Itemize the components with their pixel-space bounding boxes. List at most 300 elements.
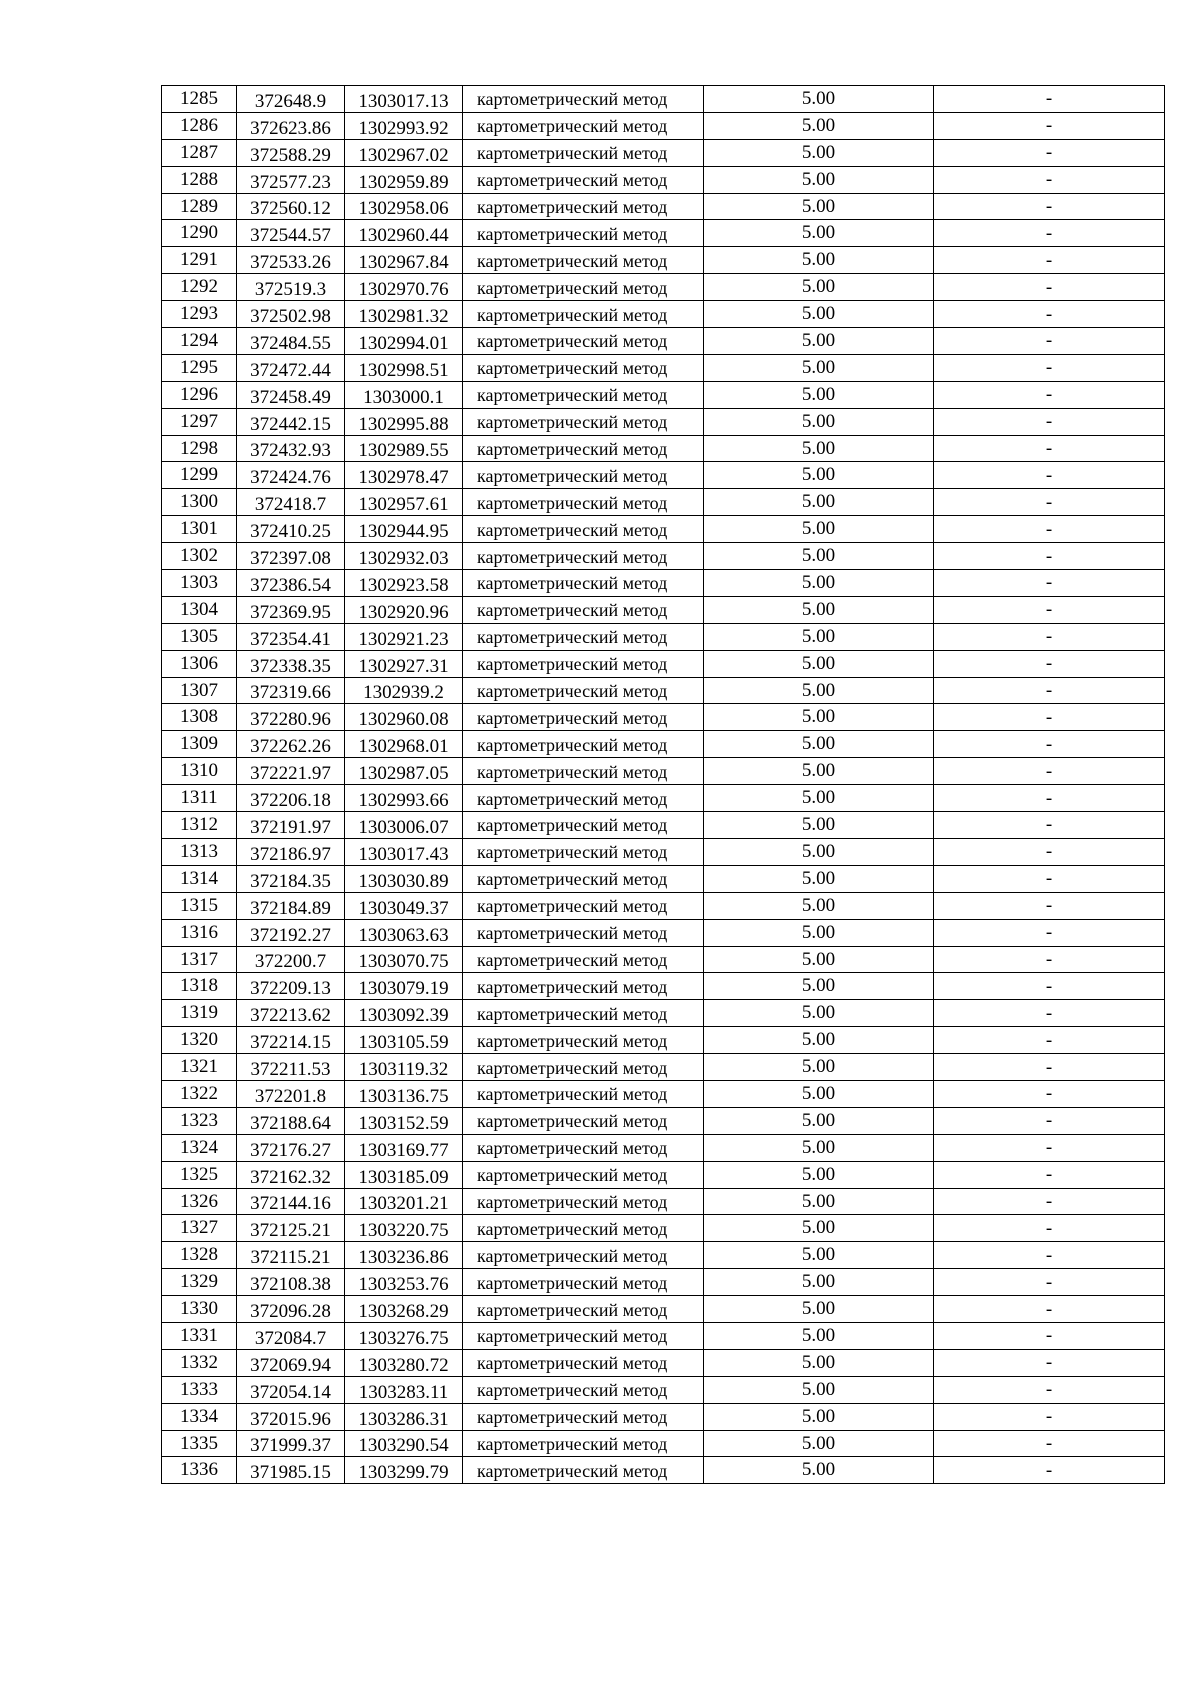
accuracy-cell: 5.00 (704, 381, 934, 408)
accuracy-cell: 5.00 (704, 435, 934, 462)
table-row (162, 1027, 1165, 1054)
x-coordinate-cell: 372015.96 (237, 1403, 345, 1430)
y-coordinate-cell: 1303136.75 (345, 1080, 463, 1107)
point-number-cell: 1320 (162, 1027, 237, 1054)
description-cell: - (934, 1269, 1165, 1296)
description-cell: - (934, 381, 1165, 408)
accuracy-cell: 5.00 (704, 946, 934, 973)
method-cell: картометрический метод (463, 1000, 704, 1027)
x-coordinate-cell: 372096.28 (237, 1296, 345, 1323)
method-cell: картометрический метод (463, 543, 704, 570)
y-coordinate-cell: 1303105.59 (345, 1027, 463, 1054)
x-coordinate-cell: 372424.76 (237, 462, 345, 489)
table-row (162, 543, 1165, 570)
point-number-cell: 1306 (162, 650, 237, 677)
accuracy-cell: 5.00 (704, 812, 934, 839)
x-coordinate-cell: 372200.7 (237, 946, 345, 973)
accuracy-cell: 5.00 (704, 543, 934, 570)
x-coordinate-cell: 372213.62 (237, 1000, 345, 1027)
x-coordinate-cell: 372354.41 (237, 623, 345, 650)
accuracy-cell: 5.00 (704, 1403, 934, 1430)
point-number-cell: 1315 (162, 892, 237, 919)
accuracy-cell: 5.00 (704, 112, 934, 139)
accuracy-cell: 5.00 (704, 1054, 934, 1081)
point-number-cell: 1327 (162, 1215, 237, 1242)
description-cell: - (934, 247, 1165, 274)
method-cell: картометрический метод (463, 1215, 704, 1242)
x-coordinate-cell: 372410.25 (237, 516, 345, 543)
method-cell: картометрический метод (463, 328, 704, 355)
description-cell: - (934, 274, 1165, 301)
y-coordinate-cell: 1303152.59 (345, 1107, 463, 1134)
point-number-cell: 1331 (162, 1322, 237, 1349)
y-coordinate-cell: 1303070.75 (345, 946, 463, 973)
point-number-cell: 1297 (162, 408, 237, 435)
accuracy-cell: 5.00 (704, 1107, 934, 1134)
point-number-cell: 1293 (162, 301, 237, 328)
x-coordinate-cell: 372115.21 (237, 1242, 345, 1269)
table-row (162, 1322, 1165, 1349)
method-cell: картометрический метод (463, 1322, 704, 1349)
point-number-cell: 1330 (162, 1296, 237, 1323)
x-coordinate-cell: 372211.53 (237, 1054, 345, 1081)
y-coordinate-cell: 1303236.86 (345, 1242, 463, 1269)
point-number-cell: 1335 (162, 1430, 237, 1457)
point-number-cell: 1333 (162, 1376, 237, 1403)
table-row (162, 650, 1165, 677)
description-cell: - (934, 301, 1165, 328)
description-cell: - (934, 1457, 1165, 1484)
method-cell: картометрический метод (463, 166, 704, 193)
x-coordinate-cell: 372418.7 (237, 489, 345, 516)
table-row (162, 812, 1165, 839)
y-coordinate-cell: 1302968.01 (345, 731, 463, 758)
table-row (162, 1107, 1165, 1134)
table-row (162, 193, 1165, 220)
method-cell: картометрический метод (463, 973, 704, 1000)
point-number-cell: 1311 (162, 785, 237, 812)
accuracy-cell: 5.00 (704, 274, 934, 301)
description-cell: - (934, 1296, 1165, 1323)
description-cell: - (934, 1080, 1165, 1107)
accuracy-cell: 5.00 (704, 1215, 934, 1242)
method-cell: картометрический метод (463, 946, 704, 973)
method-cell: картометрический метод (463, 274, 704, 301)
method-cell: картометрический метод (463, 381, 704, 408)
method-cell: картометрический метод (463, 462, 704, 489)
y-coordinate-cell: 1303268.29 (345, 1296, 463, 1323)
table-row (162, 973, 1165, 1000)
x-coordinate-cell: 372560.12 (237, 193, 345, 220)
accuracy-cell: 5.00 (704, 489, 934, 516)
y-coordinate-cell: 1302939.2 (345, 677, 463, 704)
x-coordinate-cell: 372502.98 (237, 301, 345, 328)
accuracy-cell: 5.00 (704, 86, 934, 113)
method-cell: картометрический метод (463, 247, 704, 274)
method-cell: картометрический метод (463, 1242, 704, 1269)
y-coordinate-cell: 1302995.88 (345, 408, 463, 435)
point-number-cell: 1319 (162, 1000, 237, 1027)
method-cell: картометрический метод (463, 408, 704, 435)
x-coordinate-cell: 372192.27 (237, 919, 345, 946)
y-coordinate-cell: 1303185.09 (345, 1161, 463, 1188)
description-cell: - (934, 543, 1165, 570)
x-coordinate-cell: 372162.32 (237, 1161, 345, 1188)
x-coordinate-cell: 372588.29 (237, 139, 345, 166)
x-coordinate-cell: 372262.26 (237, 731, 345, 758)
table-row (162, 86, 1165, 113)
description-cell: - (934, 462, 1165, 489)
method-cell: картометрический метод (463, 1027, 704, 1054)
method-cell: картометрический метод (463, 785, 704, 812)
x-coordinate-cell: 372209.13 (237, 973, 345, 1000)
point-number-cell: 1329 (162, 1269, 237, 1296)
x-coordinate-cell: 372442.15 (237, 408, 345, 435)
accuracy-cell: 5.00 (704, 596, 934, 623)
table-row (162, 354, 1165, 381)
table-row (162, 328, 1165, 355)
method-cell: картометрический метод (463, 301, 704, 328)
y-coordinate-cell: 1302927.31 (345, 650, 463, 677)
accuracy-cell: 5.00 (704, 919, 934, 946)
description-cell: - (934, 1242, 1165, 1269)
method-cell: картометрический метод (463, 139, 704, 166)
y-coordinate-cell: 1302932.03 (345, 543, 463, 570)
table-row (162, 166, 1165, 193)
point-number-cell: 1309 (162, 731, 237, 758)
accuracy-cell: 5.00 (704, 1188, 934, 1215)
y-coordinate-cell: 1302959.89 (345, 166, 463, 193)
method-cell: картометрический метод (463, 650, 704, 677)
x-coordinate-cell: 372338.35 (237, 650, 345, 677)
accuracy-cell: 5.00 (704, 758, 934, 785)
description-cell: - (934, 1376, 1165, 1403)
method-cell: картометрический метод (463, 435, 704, 462)
x-coordinate-cell: 371999.37 (237, 1430, 345, 1457)
y-coordinate-cell: 1302921.23 (345, 623, 463, 650)
description-cell: - (934, 193, 1165, 220)
x-coordinate-cell: 372544.57 (237, 220, 345, 247)
y-coordinate-cell: 1303030.89 (345, 865, 463, 892)
point-number-cell: 1313 (162, 838, 237, 865)
y-coordinate-cell: 1302987.05 (345, 758, 463, 785)
method-cell: картометрический метод (463, 1430, 704, 1457)
accuracy-cell: 5.00 (704, 1242, 934, 1269)
table-row (162, 220, 1165, 247)
point-number-cell: 1294 (162, 328, 237, 355)
method-cell: картометрический метод (463, 865, 704, 892)
description-cell: - (934, 623, 1165, 650)
table-row (162, 892, 1165, 919)
table-row (162, 489, 1165, 516)
accuracy-cell: 5.00 (704, 704, 934, 731)
x-coordinate-cell: 372084.7 (237, 1322, 345, 1349)
description-cell: - (934, 596, 1165, 623)
x-coordinate-cell: 372206.18 (237, 785, 345, 812)
description-cell: - (934, 812, 1165, 839)
y-coordinate-cell: 1303000.1 (345, 381, 463, 408)
point-number-cell: 1308 (162, 704, 237, 731)
description-cell: - (934, 516, 1165, 543)
table-row (162, 1296, 1165, 1323)
x-coordinate-cell: 372144.16 (237, 1188, 345, 1215)
table-row (162, 408, 1165, 435)
point-number-cell: 1300 (162, 489, 237, 516)
x-coordinate-cell: 372369.95 (237, 596, 345, 623)
accuracy-cell: 5.00 (704, 892, 934, 919)
accuracy-cell: 5.00 (704, 166, 934, 193)
y-coordinate-cell: 1303006.07 (345, 812, 463, 839)
point-number-cell: 1310 (162, 758, 237, 785)
accuracy-cell: 5.00 (704, 731, 934, 758)
table-row (162, 758, 1165, 785)
point-number-cell: 1334 (162, 1403, 237, 1430)
description-cell: - (934, 139, 1165, 166)
table-row (162, 677, 1165, 704)
method-cell: картометрический метод (463, 1269, 704, 1296)
table-row (162, 247, 1165, 274)
table-row (162, 1403, 1165, 1430)
accuracy-cell: 5.00 (704, 1322, 934, 1349)
table-row (162, 919, 1165, 946)
x-coordinate-cell: 371985.15 (237, 1457, 345, 1484)
point-number-cell: 1322 (162, 1080, 237, 1107)
description-cell: - (934, 112, 1165, 139)
y-coordinate-cell: 1303063.63 (345, 919, 463, 946)
accuracy-cell: 5.00 (704, 1349, 934, 1376)
point-number-cell: 1292 (162, 274, 237, 301)
description-cell: - (934, 1107, 1165, 1134)
description-cell: - (934, 354, 1165, 381)
y-coordinate-cell: 1302960.08 (345, 704, 463, 731)
description-cell: - (934, 1403, 1165, 1430)
x-coordinate-cell: 372054.14 (237, 1376, 345, 1403)
y-coordinate-cell: 1303253.76 (345, 1269, 463, 1296)
table-row (162, 112, 1165, 139)
point-number-cell: 1287 (162, 139, 237, 166)
table-row (162, 1188, 1165, 1215)
accuracy-cell: 5.00 (704, 623, 934, 650)
point-number-cell: 1304 (162, 596, 237, 623)
accuracy-cell: 5.00 (704, 354, 934, 381)
point-number-cell: 1323 (162, 1107, 237, 1134)
table-row (162, 1080, 1165, 1107)
accuracy-cell: 5.00 (704, 785, 934, 812)
description-cell: - (934, 973, 1165, 1000)
accuracy-cell: 5.00 (704, 193, 934, 220)
accuracy-cell: 5.00 (704, 1269, 934, 1296)
x-coordinate-cell: 372432.93 (237, 435, 345, 462)
method-cell: картометрический метод (463, 570, 704, 597)
y-coordinate-cell: 1302994.01 (345, 328, 463, 355)
x-coordinate-cell: 372472.44 (237, 354, 345, 381)
y-coordinate-cell: 1303017.13 (345, 86, 463, 113)
point-number-cell: 1296 (162, 381, 237, 408)
description-cell: - (934, 919, 1165, 946)
method-cell: картометрический метод (463, 1349, 704, 1376)
description-cell: - (934, 892, 1165, 919)
point-number-cell: 1290 (162, 220, 237, 247)
accuracy-cell: 5.00 (704, 1027, 934, 1054)
method-cell: картометрический метод (463, 1188, 704, 1215)
description-cell: - (934, 1134, 1165, 1161)
accuracy-cell: 5.00 (704, 865, 934, 892)
method-cell: картометрический метод (463, 1134, 704, 1161)
y-coordinate-cell: 1303017.43 (345, 838, 463, 865)
y-coordinate-cell: 1302993.92 (345, 112, 463, 139)
accuracy-cell: 5.00 (704, 247, 934, 274)
method-cell: картометрический метод (463, 812, 704, 839)
accuracy-cell: 5.00 (704, 301, 934, 328)
point-number-cell: 1312 (162, 812, 237, 839)
accuracy-cell: 5.00 (704, 408, 934, 435)
accuracy-cell: 5.00 (704, 650, 934, 677)
table-row (162, 1430, 1165, 1457)
point-number-cell: 1289 (162, 193, 237, 220)
point-number-cell: 1302 (162, 543, 237, 570)
x-coordinate-cell: 372184.89 (237, 892, 345, 919)
table-row (162, 623, 1165, 650)
accuracy-cell: 5.00 (704, 838, 934, 865)
y-coordinate-cell: 1303169.77 (345, 1134, 463, 1161)
coordinates-table (161, 85, 1165, 1484)
y-coordinate-cell: 1302920.96 (345, 596, 463, 623)
accuracy-cell: 5.00 (704, 139, 934, 166)
table-row (162, 139, 1165, 166)
x-coordinate-cell: 372319.66 (237, 677, 345, 704)
y-coordinate-cell: 1302957.61 (345, 489, 463, 516)
method-cell: картометрический метод (463, 489, 704, 516)
description-cell: - (934, 677, 1165, 704)
y-coordinate-cell: 1303119.32 (345, 1054, 463, 1081)
table-row (162, 1457, 1165, 1484)
y-coordinate-cell: 1302958.06 (345, 193, 463, 220)
point-number-cell: 1303 (162, 570, 237, 597)
x-coordinate-cell: 372108.38 (237, 1269, 345, 1296)
accuracy-cell: 5.00 (704, 1457, 934, 1484)
accuracy-cell: 5.00 (704, 220, 934, 247)
description-cell: - (934, 704, 1165, 731)
point-number-cell: 1332 (162, 1349, 237, 1376)
y-coordinate-cell: 1302970.76 (345, 274, 463, 301)
method-cell: картометрический метод (463, 516, 704, 543)
x-coordinate-cell: 372397.08 (237, 543, 345, 570)
method-cell: картометрический метод (463, 86, 704, 113)
method-cell: картометрический метод (463, 1457, 704, 1484)
accuracy-cell: 5.00 (704, 1080, 934, 1107)
y-coordinate-cell: 1303092.39 (345, 1000, 463, 1027)
method-cell: картометрический метод (463, 193, 704, 220)
point-number-cell: 1316 (162, 919, 237, 946)
point-number-cell: 1295 (162, 354, 237, 381)
table-row (162, 274, 1165, 301)
point-number-cell: 1301 (162, 516, 237, 543)
accuracy-cell: 5.00 (704, 677, 934, 704)
accuracy-cell: 5.00 (704, 1296, 934, 1323)
point-number-cell: 1299 (162, 462, 237, 489)
y-coordinate-cell: 1303049.37 (345, 892, 463, 919)
y-coordinate-cell: 1303079.19 (345, 973, 463, 1000)
description-cell: - (934, 1349, 1165, 1376)
point-number-cell: 1285 (162, 86, 237, 113)
table-row (162, 1000, 1165, 1027)
point-number-cell: 1318 (162, 973, 237, 1000)
table-row (162, 1349, 1165, 1376)
table-row (162, 381, 1165, 408)
description-cell: - (934, 220, 1165, 247)
description-cell: - (934, 758, 1165, 785)
method-cell: картометрический метод (463, 1054, 704, 1081)
table-row (162, 516, 1165, 543)
table-row (162, 1215, 1165, 1242)
method-cell: картометрический метод (463, 220, 704, 247)
description-cell: - (934, 838, 1165, 865)
x-coordinate-cell: 372184.35 (237, 865, 345, 892)
table-row (162, 1054, 1165, 1081)
y-coordinate-cell: 1303290.54 (345, 1430, 463, 1457)
y-coordinate-cell: 1302989.55 (345, 435, 463, 462)
x-coordinate-cell: 372214.15 (237, 1027, 345, 1054)
method-cell: картометрический метод (463, 1161, 704, 1188)
y-coordinate-cell: 1303299.79 (345, 1457, 463, 1484)
description-cell: - (934, 1430, 1165, 1457)
point-number-cell: 1314 (162, 865, 237, 892)
description-cell: - (934, 1161, 1165, 1188)
accuracy-cell: 5.00 (704, 1430, 934, 1457)
y-coordinate-cell: 1302978.47 (345, 462, 463, 489)
point-number-cell: 1307 (162, 677, 237, 704)
y-coordinate-cell: 1302967.84 (345, 247, 463, 274)
x-coordinate-cell: 372386.54 (237, 570, 345, 597)
table-row (162, 946, 1165, 973)
point-number-cell: 1288 (162, 166, 237, 193)
table-row (162, 838, 1165, 865)
description-cell: - (934, 1027, 1165, 1054)
method-cell: картометрический метод (463, 758, 704, 785)
table-row (162, 865, 1165, 892)
method-cell: картометрический метод (463, 623, 704, 650)
method-cell: картометрический метод (463, 1107, 704, 1134)
x-coordinate-cell: 372577.23 (237, 166, 345, 193)
point-number-cell: 1324 (162, 1134, 237, 1161)
x-coordinate-cell: 372519.3 (237, 274, 345, 301)
table-row (162, 1376, 1165, 1403)
description-cell: - (934, 865, 1165, 892)
table-row (162, 570, 1165, 597)
y-coordinate-cell: 1303283.11 (345, 1376, 463, 1403)
y-coordinate-cell: 1303276.75 (345, 1322, 463, 1349)
accuracy-cell: 5.00 (704, 570, 934, 597)
table-row (162, 1134, 1165, 1161)
table-row (162, 1242, 1165, 1269)
description-cell: - (934, 570, 1165, 597)
method-cell: картометрический метод (463, 892, 704, 919)
method-cell: картометрический метод (463, 731, 704, 758)
y-coordinate-cell: 1303220.75 (345, 1215, 463, 1242)
y-coordinate-cell: 1303286.31 (345, 1403, 463, 1430)
description-cell: - (934, 1322, 1165, 1349)
table-row (162, 435, 1165, 462)
description-cell: - (934, 86, 1165, 113)
description-cell: - (934, 1188, 1165, 1215)
x-coordinate-cell: 372186.97 (237, 838, 345, 865)
table-row (162, 1269, 1165, 1296)
coordinates-table-body (162, 86, 1165, 1484)
point-number-cell: 1317 (162, 946, 237, 973)
point-number-cell: 1325 (162, 1161, 237, 1188)
point-number-cell: 1326 (162, 1188, 237, 1215)
x-coordinate-cell: 372648.9 (237, 86, 345, 113)
